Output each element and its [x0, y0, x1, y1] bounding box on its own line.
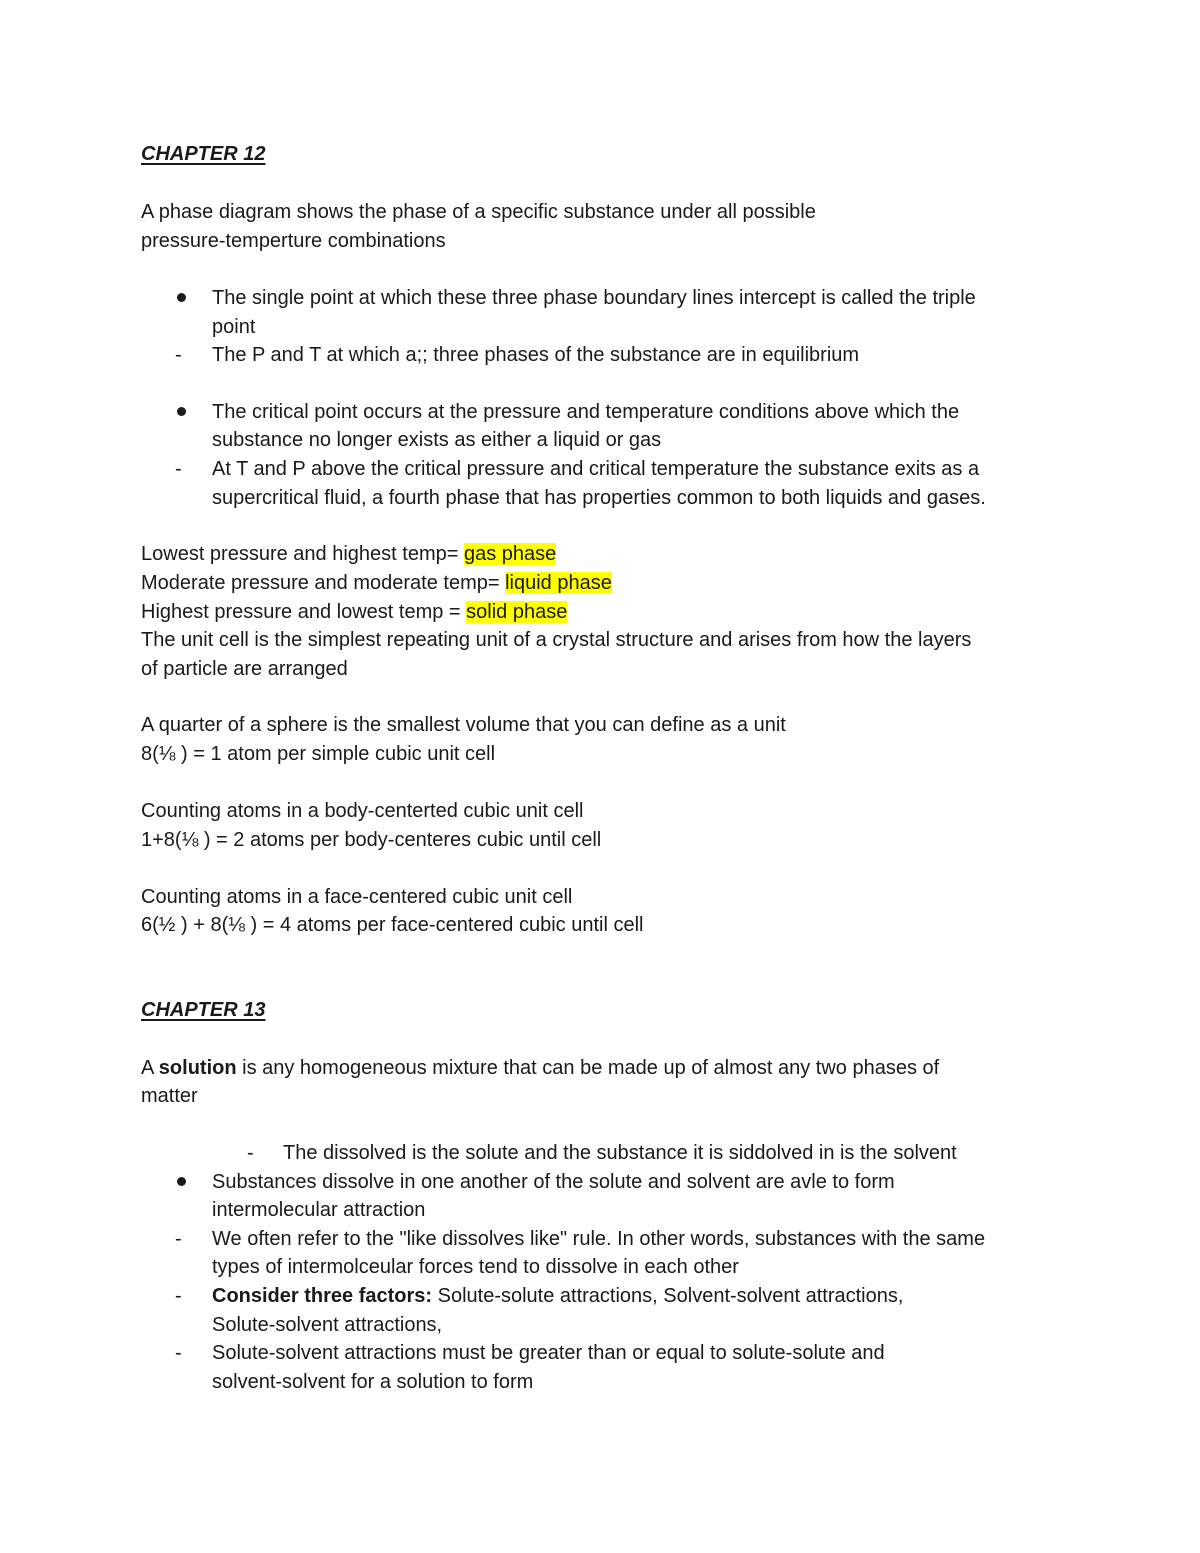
chapter-12-heading: CHAPTER 12: [141, 143, 266, 165]
triple-point-sub: The P and T at which a;; three phases of the substance are in equilibrium: [212, 344, 860, 366]
unit-cell-line-1: The unit cell is the simplest repeating unit of a crystal structure and arises from how the layers: [141, 629, 972, 651]
fcc-title: Counting atoms in a face-centered cubic unit cell: [141, 886, 573, 908]
dissolve-line-1: Substances dissolve in one another of the solute and solvent are avle to form: [212, 1171, 895, 1193]
greater-line-1: Solute-solvent attractions must be greater than or equal to solute-solute and: [212, 1342, 885, 1364]
solid-phase-highlight: solid phase: [466, 601, 568, 623]
liquid-phase-line: [141, 571, 612, 595]
bullet-dot-icon: [177, 1177, 186, 1186]
bullet-dot-icon: [177, 407, 186, 416]
factors-line-1: [212, 1284, 903, 1308]
gas-phase-line: [141, 542, 556, 566]
dissolve-line-2: intermolecular attraction: [212, 1199, 426, 1221]
like-dissolves-line-1: We often refer to the "like dissolves like" rule. In other words, substances with the same: [212, 1228, 986, 1250]
solution-term: solution: [158, 1057, 237, 1079]
factors-line-2: Solute-solvent attractions,: [212, 1314, 443, 1336]
chapter-13-heading: CHAPTER 13: [141, 999, 266, 1021]
solid-phase-line: [141, 600, 567, 624]
fcc-formula: 6(½ ) + 8(⅛ ) = 4 atoms per face-centered cubic until cell: [141, 914, 644, 936]
unit-cell-line-2: of particle are arranged: [141, 658, 348, 680]
liquid-phase-highlight: liquid phase: [505, 572, 612, 594]
solution-prefix: A: [141, 1057, 159, 1079]
factors-label: Consider three factors:: [212, 1285, 433, 1307]
critical-sub-line-1: At T and P above the critical pressure and critical temperature the substance exits as a: [212, 458, 980, 480]
greater-line-2: solvent-solvent for a solution to form: [212, 1371, 534, 1393]
bcc-formula: 1+8(⅛ ) = 2 atoms per body-centeres cubic until cell: [141, 829, 602, 851]
quarter-sphere-line: A quarter of a sphere is the smallest volume that you can define as a unit: [141, 714, 786, 736]
bcc-title: Counting atoms in a body-centerted cubic unit cell: [141, 800, 584, 822]
critical-point-line-1: The critical point occurs at the pressure and temperature conditions above which the: [212, 401, 960, 423]
triple-point-line-2: point: [212, 316, 256, 338]
bullet-dash-icon: -: [175, 344, 182, 366]
phase-diagram-intro-line-2: pressure-temperture combinations: [141, 230, 446, 252]
bullet-dash-icon: -: [175, 1285, 182, 1307]
factors-rest: Solute-solute attractions, Solvent-solvent attractions,: [432, 1285, 904, 1307]
simple-cubic-formula: 8(⅛ ) = 1 atom per simple cubic unit cell: [141, 743, 496, 765]
critical-point-line-2: substance no longer exists as either a liquid or gas: [212, 429, 662, 451]
solution-definition-line-1: [141, 1056, 939, 1080]
solution-rest: is any homogeneous mixture that can be made up of almost any two phases of: [236, 1057, 940, 1079]
bullet-dash-icon: -: [175, 1228, 182, 1250]
bullet-dash-icon: -: [175, 1342, 182, 1364]
gas-phase-prefix: Lowest pressure and highest temp=: [141, 543, 464, 565]
gas-phase-highlight: gas phase: [463, 543, 557, 565]
dissolved-line: The dissolved is the solute and the substance it is siddolved in is the solvent: [283, 1142, 957, 1164]
triple-point-line-1: The single point at which these three phase boundary lines intercept is called the triple: [212, 287, 976, 309]
solid-phase-prefix: Highest pressure and lowest temp =: [141, 601, 467, 623]
critical-sub-line-2: supercritical fluid, a fourth phase that has properties common to both liquids and gases.: [212, 487, 986, 509]
bullet-dash-icon: -: [175, 458, 182, 480]
bullet-dash-icon: -: [247, 1142, 254, 1164]
liquid-phase-prefix: Moderate pressure and moderate temp=: [141, 572, 506, 594]
bullet-dot-icon: [177, 293, 186, 302]
like-dissolves-line-2: types of intermolceular forces tend to dissolve in each other: [212, 1256, 739, 1278]
solution-definition-line-2: matter: [141, 1085, 198, 1107]
phase-diagram-intro-line-1: A phase diagram shows the phase of a specific substance under all possible: [141, 201, 816, 223]
